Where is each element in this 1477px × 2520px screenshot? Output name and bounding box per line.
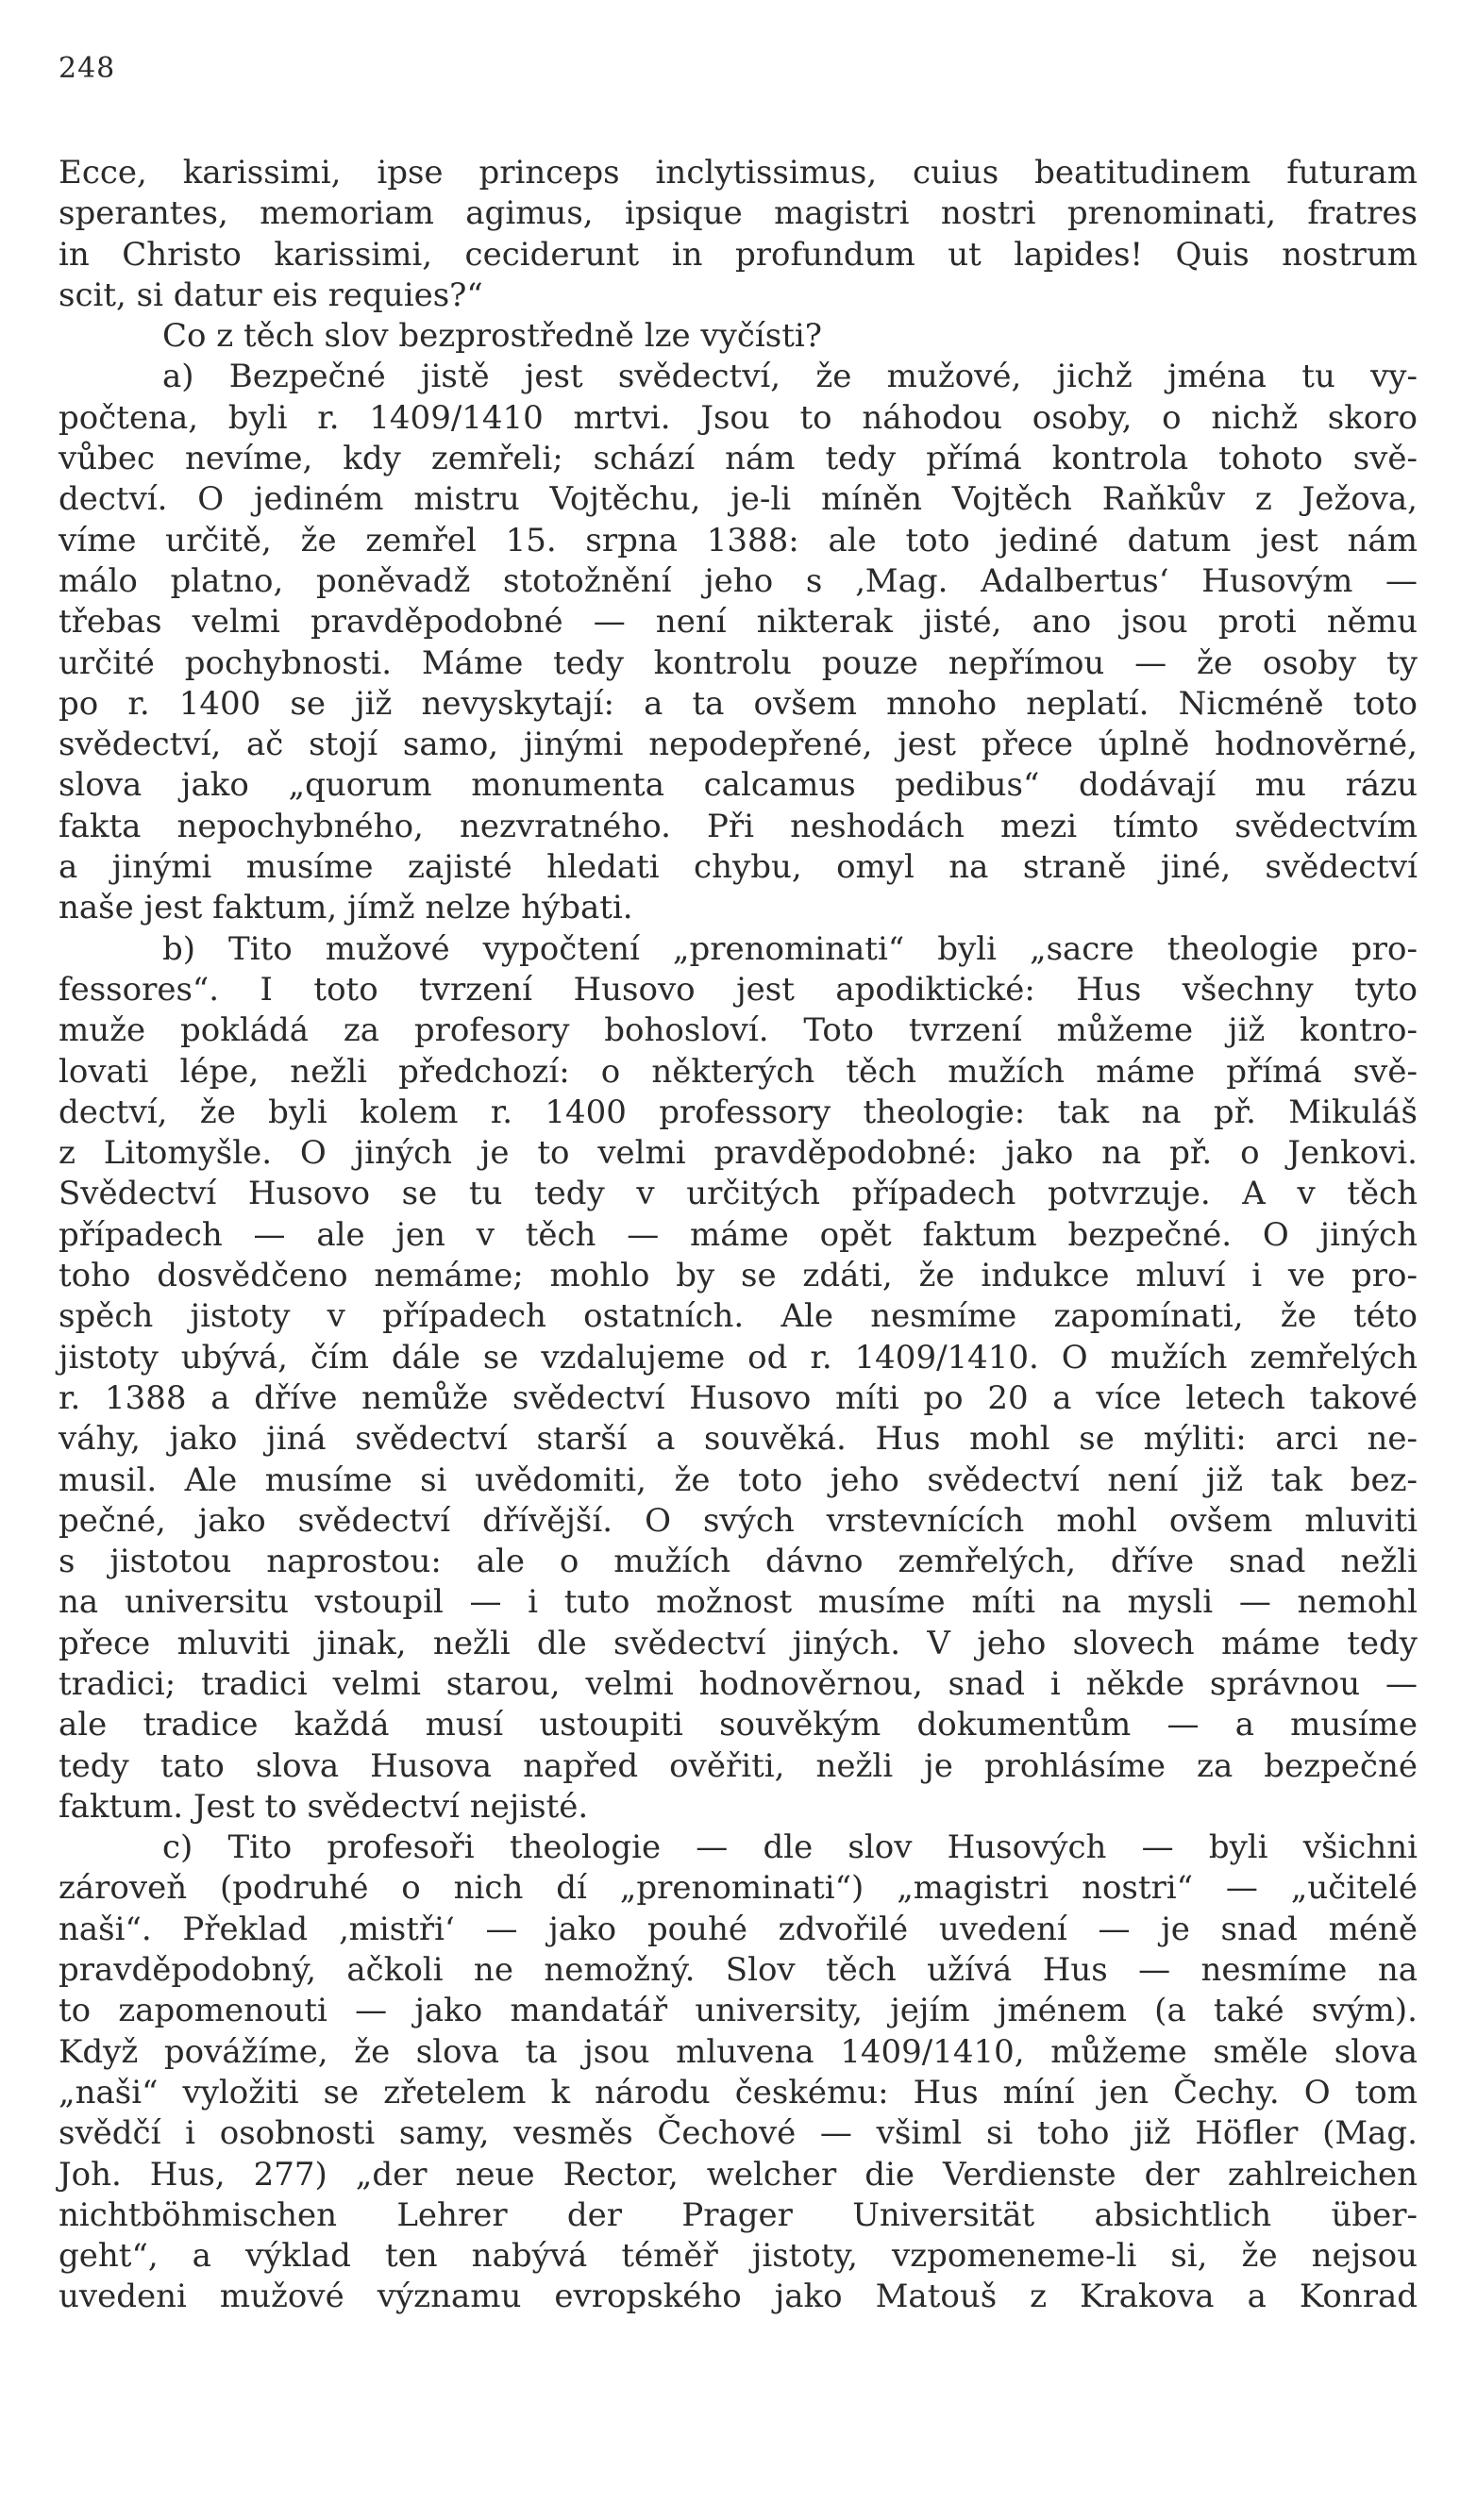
text-line: po r. 1400 se již nevyskytají: a ta ovšem mnoho neplatí. Nicméně toto [59, 684, 1418, 723]
text-line: geht“, a výklad ten nabývá téměř jistoty, vzpomeneme-li si, že nejsou [59, 2237, 1418, 2276]
text-line: tedy tato slova Husova napřed ověřiti, nežli je prohlásíme za bezpečné [59, 1746, 1418, 1785]
text-line: „naši“ vyložiti se zřetelem k národu českému: Hus míní jen Čechy. O tom [59, 2073, 1418, 2111]
text-line: třebas velmi pravděpodobné — není nikterak jisté, ano jsou proti němu [59, 603, 1418, 642]
text-line: dectví. O jediném mistru Vojtěchu, je-li míněn Vojtěch Raňkův z Ježova, [59, 480, 1418, 519]
text-line: jistoty ubývá, čím dále se vzdalujeme od r. 1409/1410. O mužích zemřelých [59, 1338, 1418, 1377]
text-line: svědčí i osobnosti samy, vesměs Čechové — všiml si toho již Höfler (Mag. [59, 2114, 1418, 2153]
text-line: in Christo karissimi, ceciderunt in profundum ut lapides! Quis nostrum [59, 235, 1418, 274]
text-line: scit, si datur eis requies?“ [59, 275, 483, 314]
text-line: případech — ale jen v těch — máme opět faktum bezpečné. O jiných [59, 1215, 1418, 1254]
text-line: Ecce, karissimi, ipse princeps inclytissimus, cuius beatitudinem futuram [59, 154, 1418, 192]
text-line: málo platno, poněvadž stotožnění jeho s ‚Mag. Adalbertus‘ Husovým — [59, 561, 1418, 600]
text-line: muže pokládá za profesory bohosloví. Toto tvrzení můžeme již kontro- [59, 1011, 1418, 1050]
text-line: spěch jistoty v případech ostatních. Ale nesmíme zapomínati, že této [59, 1297, 1418, 1336]
text-line: na universitu vstoupil — i tuto možnost musíme míti na mysli — nemohl [59, 1583, 1418, 1622]
text-line: lovati lépe, nežli předchozí: o některých těch mužích máme přímá svě- [59, 1052, 1418, 1091]
text-line: musil. Ale musíme si uvědomiti, že toto jeho svědectví není již tak bez- [59, 1460, 1418, 1499]
body-text [59, 153, 1418, 2318]
text-line: uvedeni mužové významu evropského jako Matouš z Krakova a Konrad [59, 2278, 1418, 2316]
text-line: svědectví, ač stojí samo, jinými nepodepřené, jest přece úplně hodnověrné, [59, 726, 1418, 764]
text-line: určité pochybnosti. Máme tedy kontrolu pouze nepřímou — že osoby ty [59, 643, 1418, 682]
text-line: nichtböhmischen Lehrer der Prager Universität absichtlich über- [59, 2195, 1418, 2234]
text-line: c) Tito profesoři theologie — dle slov Husových — byli všichni [162, 1828, 1418, 1867]
text-line: vůbec nevíme, kdy zemřeli; schází nám tedy přímá kontrola tohoto svě- [59, 440, 1418, 478]
text-line: počtena, byli r. 1409/1410 mrtvi. Jsou to náhodou osoby, o nichž skoro [59, 398, 1418, 437]
text-line: naše jest faktum, jímž nelze hýbati. [59, 889, 633, 927]
text-line: naši“. Překlad ‚mistři‘ — jako pouhé zdvořilé uvedení — je snad méně [59, 1910, 1418, 1948]
text-line: a) Bezpečné jistě jest svědectví, že mužové, jichž jména tu vy- [162, 358, 1418, 396]
text-line: fessores“. I toto tvrzení Husovo jest apodiktické: Hus všechny tyto [59, 970, 1418, 1009]
text-line: slova jako „quorum monumenta calcamus pedibus“ dodávají mu rázu [59, 766, 1418, 805]
text-line: přece mluviti jinak, nežli dle svědectví jiných. V jeho slovech máme tedy [59, 1624, 1418, 1662]
text-line: faktum. Jest to svědectví nejisté. [59, 1787, 589, 1826]
page-number: 248 [59, 52, 116, 85]
text-line: to zapomenouti — jako mandatář university, jejím jménem (a také svým). [59, 1992, 1418, 2030]
text-line: Svědectví Husovo se tu tedy v určitých případech potvrzuje. A v těch [59, 1175, 1418, 1213]
text-line: pečné, jako svědectví dřívější. O svých vrstevnících mohl ovšem mluviti [59, 1501, 1418, 1540]
text-line: b) Tito mužové vypočtení „prenominati“ byli „sacre theologie pro- [162, 929, 1418, 968]
text-line: Co z těch slov bezprostředně lze vyčísti? [162, 317, 822, 356]
text-line: sperantes, memoriam agimus, ipsique magistri nostri prenominati, fratres [59, 194, 1418, 233]
text-line: víme určitě, že zemřel 15. srpna 1388: ale toto jediné datum jest nám [59, 521, 1418, 559]
text-line: váhy, jako jiná svědectví starší a souvěká. Hus mohl se mýliti: arci ne- [59, 1420, 1418, 1459]
text-line: pravděpodobný, ačkoli ne nemožný. Slov těch užívá Hus — nesmíme na [59, 1951, 1418, 1990]
text-line: z Litomyšle. O jiných je to velmi pravděpodobné: jako na př. o Jenkovi. [59, 1134, 1418, 1173]
text-line: fakta nepochybného, nezvratného. Při neshodách mezi tímto svědectvím [59, 807, 1418, 845]
text-line: ale tradice každá musí ustoupiti souvěkým dokumentům — a musíme [59, 1706, 1418, 1744]
text-line: a jinými musíme zajisté hledati chybu, omyl na straně jiné, svědectví [59, 848, 1418, 887]
text-line: zároveň (podruhé o nich dí „prenominati“) „magistri nostri“ — „učitelé [59, 1869, 1418, 1908]
text-line: toho dosvědčeno nemáme; mohlo by se zdáti, že indukce mluví i ve pro- [59, 1257, 1418, 1295]
text-line: r. 1388 a dříve nemůže svědectví Husovo míti po 20 a více letech takové [59, 1378, 1418, 1417]
text-line: dectví, že byli kolem r. 1400 professory theologie: tak na př. Mikuláš [59, 1093, 1418, 1131]
text-line: tradici; tradici velmi starou, velmi hodnověrnou, snad i někde správnou — [59, 1664, 1418, 1703]
text-line: s jistotou naprostou: ale o mužích dávno zemřelých, dříve snad nežli [59, 1543, 1418, 1581]
text-line: Joh. Hus, 277) „der neue Rector, welcher die Verdienste der zahlreichen [59, 2155, 1418, 2194]
text-line: Když povážíme, že slova ta jsou mluvena 1409/1410, můžeme směle slova [59, 2032, 1418, 2071]
